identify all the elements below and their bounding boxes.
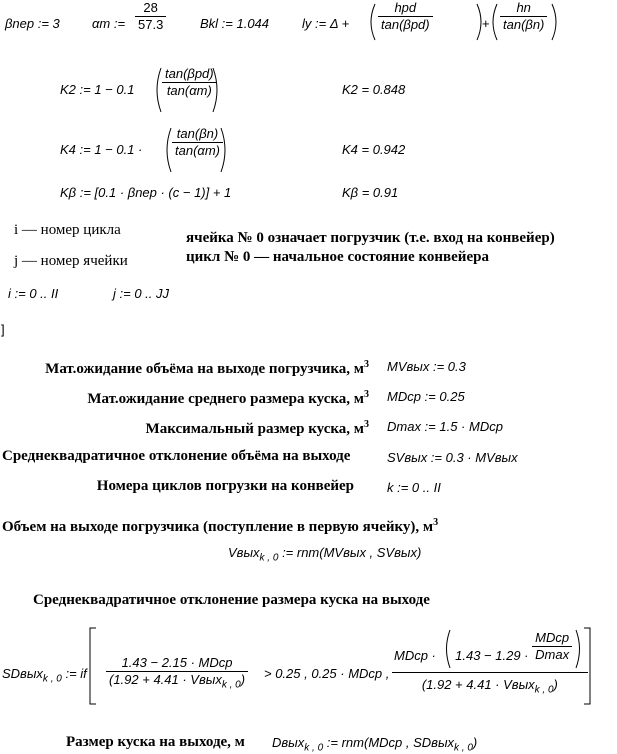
sd-fraction-1 — [106, 655, 248, 694]
volume-expr-lhs: Vвых — [228, 545, 260, 560]
k2-fraction — [162, 66, 217, 99]
sd-f2-denominator — [392, 673, 588, 699]
size-out-sub: k , 0 — [304, 742, 324, 754]
ly-f1-numerator: hpd — [378, 0, 433, 17]
ly-fraction-1 — [378, 0, 433, 33]
i-definition: i — номер цикла — [14, 222, 121, 238]
param-label-dmax-unit: 3 — [364, 419, 369, 430]
sd-f2-num-b: 1.43 − 1.29 · — [455, 647, 529, 663]
size-out-sub-2: k , 0 — [454, 742, 473, 754]
sd-f2-den-b: ) — [553, 677, 558, 692]
sd-f2-inner-den: Dmax — [535, 647, 570, 662]
sd-fraction-2 — [392, 626, 588, 699]
volume-label-unit: 3 — [433, 517, 439, 528]
param-label-mv-unit: 3 — [364, 359, 369, 370]
sd-f2-inner-num: MDcp — [532, 630, 572, 647]
param-label-mv-text: Мат.ожидание объёма на выходе погрузчика, м — [45, 361, 364, 377]
sd-assign: := if — [65, 666, 87, 681]
alpha-m-denominator: 57.3 — [138, 17, 164, 32]
sd-title: Среднеквадратичное отклонение размера куска на выходе — [33, 592, 430, 608]
sd-f2-numerator — [392, 626, 588, 673]
sd-f1-den-sub: k , 0 — [221, 679, 241, 691]
k2-numerator: tan(βpd) — [162, 66, 217, 83]
param-label-mv — [45, 356, 369, 378]
param-label-k: Номера циклов погрузки на конвейер — [96, 478, 354, 494]
size-out-label: Размер куска на выходе, м — [66, 734, 245, 750]
param-label-dmax-text: Максимальный размер куска, м — [145, 421, 364, 437]
alpha-m-lhs: αm := — [92, 16, 126, 31]
param-label-mdcp-text: Мат.ожидание среднего размера куска, м — [87, 391, 364, 407]
sd-lhs-sub: k , 0 — [42, 673, 62, 685]
size-out-end: ) — [472, 735, 478, 750]
beta-nep-def: βnep := 3 — [5, 16, 60, 31]
kbeta-result: Kβ = 0.91 — [342, 185, 399, 200]
sd-lhs — [2, 666, 87, 688]
param-label-dmax — [146, 416, 369, 438]
volume-label-text: Объем на выходе погрузчика (поступление в первую ячейку), м — [2, 519, 434, 535]
j-range: j := 0 .. JJ — [113, 286, 169, 301]
sd-condition: > 0.25 , 0.25 · MDcp , — [264, 666, 390, 681]
alpha-m-fraction — [135, 0, 166, 33]
k4-lhs: K4 := 1 − 0.1 · — [60, 142, 143, 157]
size-out-expr — [272, 735, 477, 754]
i-range: i := 0 .. II — [8, 286, 59, 301]
k4-numerator: tan(βn) — [172, 126, 223, 143]
kbeta-expr: Kβ := [0.1 · βnep · (c − 1)] + 1 — [60, 185, 232, 200]
volume-expr — [228, 545, 421, 567]
param-label-mdcp — [87, 386, 369, 408]
ly-lhs: ly := Δ + — [302, 16, 350, 31]
sd-f2 — [392, 626, 588, 699]
k2-result: K2 = 0.848 — [342, 82, 406, 97]
region-bracket: ] — [1, 322, 5, 337]
param-expr-sv: SVвых := 0.3 · MVвых — [387, 450, 518, 465]
volume-expr-sub: k , 0 — [259, 552, 279, 564]
k2-denominator: tan(αm) — [166, 83, 212, 98]
param-expr-k: k := 0 .. II — [387, 480, 441, 495]
k2-lhs: K2 := 1 − 0.1 — [60, 82, 135, 97]
size-out-lhs: Dвых — [272, 735, 305, 750]
sd-lhs-name: SDвых — [2, 666, 43, 681]
sd-f1-numerator: 1.43 − 2.15 · MDcp — [106, 655, 248, 672]
param-label-mdcp-unit: 3 — [364, 389, 369, 400]
bkl-def: Bkl := 1.044 — [200, 16, 270, 31]
sd-f1-den-a: (1.92 + 4.41 · Vвых — [109, 672, 222, 687]
sd-f1-denominator — [106, 672, 248, 694]
ly-f2-denominator: tan(βn) — [503, 17, 545, 32]
alpha-m-numerator: 28 — [135, 0, 166, 17]
sd-f1-den-b: ) — [240, 672, 246, 687]
sd-f2-inner-fraction — [532, 630, 572, 663]
j-definition: j — номер ячейки — [14, 253, 128, 269]
param-label-sv: Среднеквадратичное отклонение объёма на выходе — [2, 448, 351, 464]
sd-f2-den-a: (1.92 + 4.41 · Vвых — [421, 677, 535, 692]
volume-expr-rhs: := rnm(MVвых , SVвых) — [282, 545, 422, 560]
param-expr-mdcp: MDcp := 0.25 — [387, 389, 465, 404]
k4-result: K4 = 0.942 — [342, 142, 406, 157]
sd-f2-den-sub: k , 0 — [534, 684, 554, 696]
k4-fraction — [172, 126, 223, 159]
sd-f2-num-a: MDcp · — [394, 647, 436, 663]
volume-label — [2, 514, 438, 536]
k4-denominator: tan(αm) — [175, 143, 220, 158]
size-out-rhs: := rnm(MDcp , SDвых — [326, 735, 455, 750]
param-expr-dmax: Dmax := 1.5 · MDcp — [387, 419, 503, 434]
ly-f1-denominator: tan(βpd) — [381, 17, 430, 32]
ly-fraction-2 — [500, 0, 547, 33]
ly-plus: + — [482, 16, 490, 31]
cycle-zero-note: цикл № 0 — начальное состояние конвейера — [186, 249, 489, 265]
ly-f2-numerator: hn — [500, 0, 547, 17]
param-expr-mv: MVвых := 0.3 — [387, 359, 466, 374]
cell-zero-note: ячейка № 0 означает погрузчик (т.е. вход на конвейер) — [186, 230, 555, 246]
